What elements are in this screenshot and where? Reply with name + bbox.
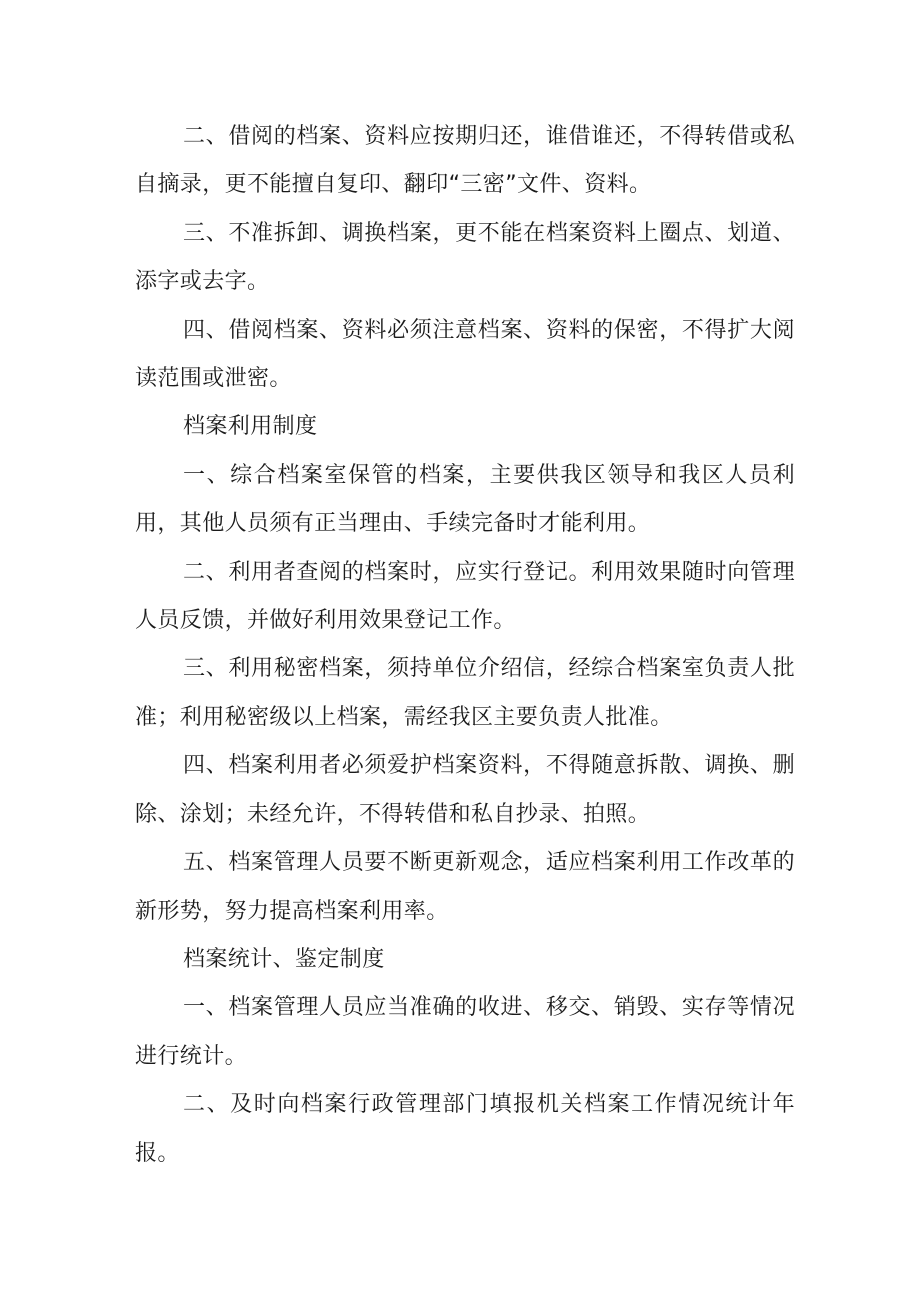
paragraph-secret-approval: 三、利用秘密档案，须持单位介绍信，经综合档案室负责人批准；利用秘密级以上档案，需经我区主要负责人批准。 <box>135 656 795 730</box>
paragraph-statistics: 一、档案管理人员应当准确的收进、移交、销毁、实存等情况进行统计。 <box>135 995 795 1069</box>
document-body <box>135 113 795 1178</box>
section-heading-archive-use: 档案利用制度 <box>183 414 318 440</box>
paragraph-protect-archives: 四、档案利用者必须爱护档案资料，不得随意拆散、调换、删除、涂划；未经允许，不得转借和私自抄录、拍照。 <box>135 753 795 827</box>
paragraph-no-disassemble: 三、不准拆卸、调换档案，更不能在档案资料上圈点、划道、添字或去字。 <box>135 220 795 295</box>
paragraph-borrow-return: 二、借阅的档案、资料应按期归还，谁借谁还，不得转借或私自摘录，更不能擅自复印、翻印“三密”文件、资料。 <box>135 124 795 198</box>
paragraph-annual-report: 二、及时向档案行政管理部门填报机关档案工作情况统计年报。 <box>135 1092 795 1166</box>
paragraph-registration: 二、利用者查阅的档案时，应实行登记。利用效果随时向管理人员反馈，并做好利用效果登记工作。 <box>135 559 795 634</box>
paragraph-confidentiality: 四、借阅档案、资料必须注意档案、资料的保密，不得扩大阅读范围或泄密。 <box>135 317 795 392</box>
paragraph-update-concepts: 五、档案管理人员要不断更新观念，适应档案利用工作改革的新形势，努力提高档案利用率。 <box>135 850 795 924</box>
section-heading-statistics-appraisal: 档案统计、鉴定制度 <box>183 946 385 972</box>
paragraph-use-scope: 一、综合档案室保管的档案，主要供我区领导和我区人员利用，其他人员须有正当理由、手续完备时才能利用。 <box>135 462 795 537</box>
